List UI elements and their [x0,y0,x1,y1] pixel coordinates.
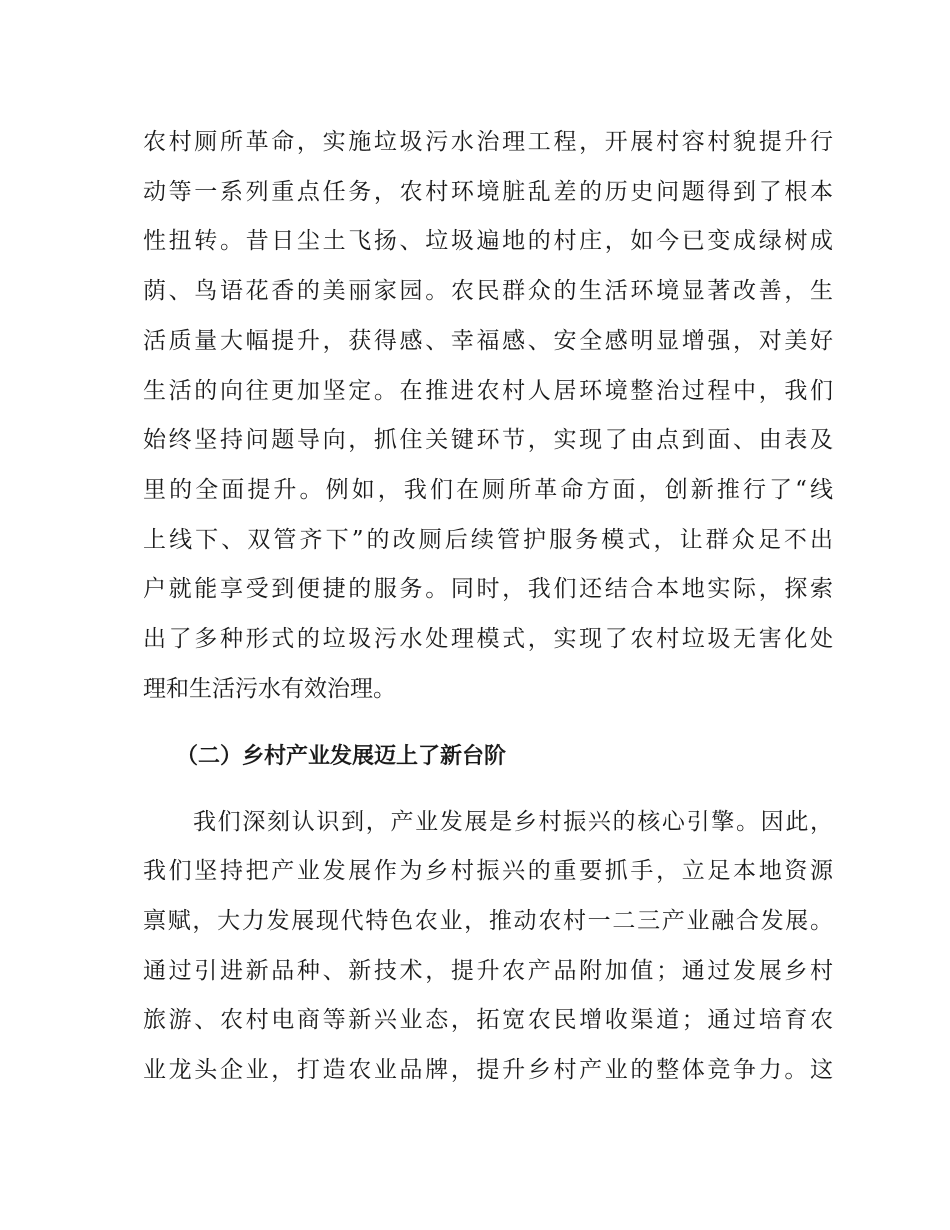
section-heading: （二）乡村产业发展迈上了新台阶 [176,744,507,769]
paragraph-line: 禀赋，大力发展现代特色农业，推动农村一二三产业融合发展。 [143,908,833,934]
paragraph-line: 通过引进新品种、新技术，提升农产品附加值；通过发展乡村 [143,958,833,984]
paragraph-line: 性扭转。昔日尘土飞扬、垃圾遍地的村庄，如今已变成绿树成 [143,228,833,254]
paragraph-line: 生活的向往更加坚定。在推进农村人居环境整治过程中，我们 [143,378,833,404]
paragraph-line: 上线下、双管齐下”的改厕后续管护服务模式，让群众足不出 [143,527,833,553]
paragraph-line: 户就能享受到便捷的服务。同时，我们还结合本地实际，探索 [143,576,833,602]
paragraph-line: 荫、鸟语花香的美丽家园。农民群众的生活环境显著改善，生 [143,278,833,304]
paragraph-line: 始终坚持问题导向，抓住关键环节，实现了由点到面、由表及 [143,427,833,453]
paragraph-line: 动等一系列重点任务，农村环境脏乱差的历史问题得到了根本 [143,179,833,205]
paragraph-line: 业龙头企业，打造农业品牌，提升乡村产业的整体竞争力。这 [143,1057,833,1083]
paragraph-line: 我们坚持把产业发展作为乡村振兴的重要抓手，立足本地资源 [143,858,833,884]
paragraph-line: 理和生活污水有效治理。 [143,676,396,702]
paragraph-line: 出了多种形式的垃圾污水处理模式，实现了农村垃圾无害化处 [143,626,833,652]
paragraph-line: 里的全面提升。例如，我们在厕所革命方面，创新推行了“线 [143,477,833,503]
paragraph-line: 旅游、农村电商等新兴业态，拓宽农民增收渠道；通过培育农 [143,1007,833,1033]
paragraph-line: 农村厕所革命，实施垃圾污水治理工程，开展村容村貌提升行 [143,129,833,155]
paragraph-line: 活质量大幅提升，获得感、幸福感、安全感明显增强，对美好 [143,328,833,354]
paragraph-line: 我们深刻认识到，产业发展是乡村振兴的核心引擎。因此， [193,809,833,835]
